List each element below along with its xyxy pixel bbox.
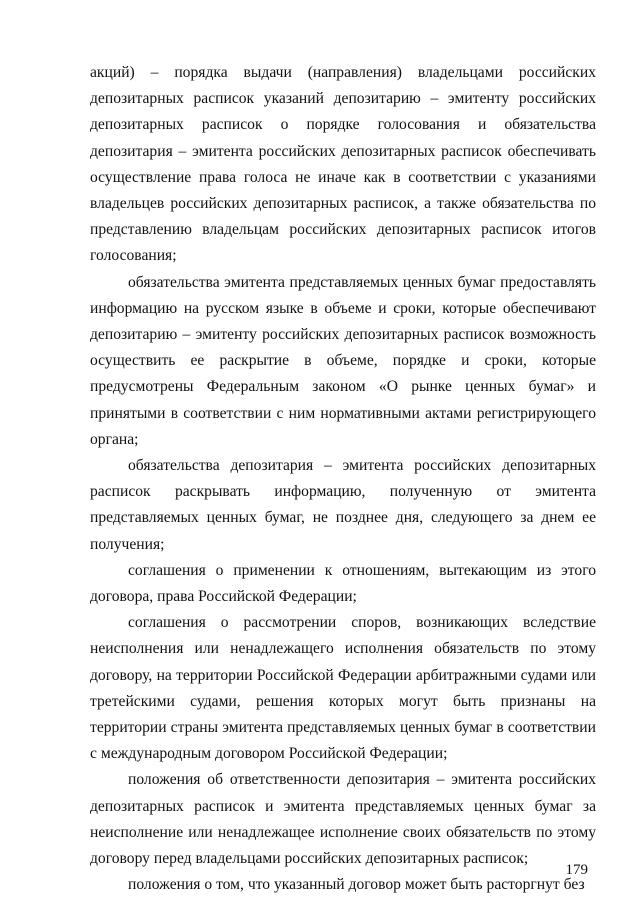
- page-number: 179: [565, 862, 588, 878]
- paragraph-depositary-disclosure: обязательства депозитария – эмитента российских депозитарных расписок раскрывать информацию, полученную от эмитента представляемых ценных бумаг, не позднее дня, следующего за днем ее получения;: [90, 457, 596, 553]
- body-text: [90, 60, 596, 899]
- paragraph-applicable-law: соглашения о применении к отношениям, вытекающим из этого договора, права Российской Федерации;: [90, 561, 596, 606]
- paragraph-dispute-resolution: соглашения о рассмотрении споров, возникающих вследствие неисполнения или ненадлежащего исполнения обязательств по этому договору, на территории Российской Федерации арбитражными судами или третейскими судами, решения которых могут быть признаны на территории страны эмитента представляемых ценных бумаг в соответствии с международным договором Российской Федерации;: [90, 614, 596, 763]
- paragraph-issuer-info-obligation: обязательства эмитента представляемых ценных бумаг предоставлять информацию на русском языке в объеме и сроки, которые обеспечивают депозитарию – эмитенту российских депозитарных расписок возможность осуществить ее раскрытие в объеме, порядке и сроки, которые предусмотрены Федеральным законом «О рынке ценных бумаг» и принятыми в соответствии с ним нормативными актами регистрирующего органа;: [90, 273, 596, 448]
- paragraph-termination: положения о том, что указанный договор может быть расторгнут без: [128, 876, 585, 894]
- paragraph-continuation: акций) – порядка выдачи (направления) владельцами российских депозитарных расписок указаний депозитарию – эмитенту российских депозитарных расписок о порядке голосования и обязательства депозитария – эмитента российских депозитарных расписок обеспечивать осуществление права голоса не иначе как в соответствии с указаниями владельцев российских депозитарных расписок, а также обязательства по представлению владельцам российских депозитарных расписок итогов голосования;: [90, 64, 596, 265]
- paragraph-liability: положения об ответственности депозитария – эмитента российских депозитарных расписок и эмитента представляемых ценных бумаг за неисполнение или ненадлежащее исполнение своих обязательств по этому договору перед владельцами российских депозитарных расписок;: [90, 771, 596, 868]
